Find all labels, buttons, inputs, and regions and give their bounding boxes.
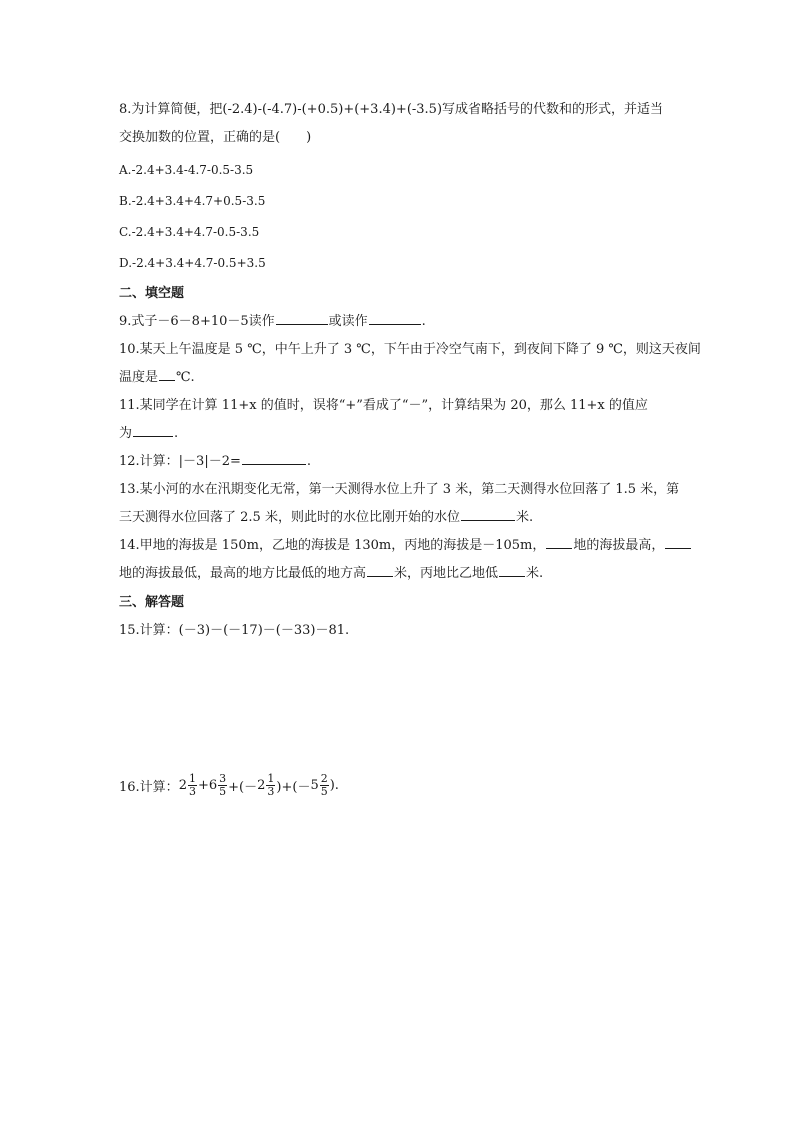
question-14-line-2 [119, 560, 699, 588]
question-8-option-c: C.-2.4+3.4+4.7-0.5-3.5 [119, 225, 260, 239]
answer-blank [159, 366, 175, 381]
mixed-number-whole: 2 [257, 777, 266, 793]
fraction-denominator: 5 [320, 784, 328, 798]
answer-blank [665, 534, 691, 549]
answer-blank [461, 506, 515, 521]
question-14-text-e: 米. [526, 566, 544, 581]
question-16 [119, 765, 699, 805]
question-10-text-a: 温度是 [119, 370, 159, 385]
answer-blank [133, 422, 173, 437]
section-heading-fill-in: 二、填空题 [119, 286, 185, 301]
answer-blank [369, 310, 421, 325]
mixed-number-whole: 5 [310, 777, 319, 793]
fraction-numerator: 3 [219, 771, 227, 785]
question-8-option-b: B.-2.4+3.4+4.7+0.5-3.5 [119, 194, 266, 208]
fraction-denominator: 3 [267, 784, 275, 798]
fraction-numerator: 1 [267, 771, 275, 785]
question-11-line-2 [119, 420, 699, 448]
answer-blank [546, 534, 572, 549]
fraction-denominator: 5 [219, 784, 227, 798]
question-10-line-2 [119, 364, 699, 392]
question-11-line-1: 11.某同学在计算 11+x 的值时，误将“+”看成了“－”，计算结果为 20，那么 11+x 的值应 [119, 398, 648, 413]
question-13-text-b: 米. [515, 510, 534, 525]
worksheet-page [119, 96, 699, 805]
question-15: 15.计算：(－3)－(－17)－(－33)－81. [119, 623, 350, 638]
question-14-text-a: 14.甲地的海拔是 150m，乙地的海拔是 130m，丙地的海拔是－105m， [119, 538, 546, 553]
question-13-line-1: 13.某小河的水在汛期变化无常，第一天测得水位上升了 3 米，第二天测得水位回落了 1.5 米，第 [119, 482, 680, 497]
section-heading-solve: 三、解答题 [119, 595, 185, 610]
operator: )+(－ [276, 779, 311, 795]
question-13-text-a: 三天测得水位回落了 2.5 米，则此时的水位比刚开始的水位 [119, 510, 460, 525]
mixed-number-whole: 6 [208, 777, 218, 793]
question-12-text-a: 12.计算：|－3|－2= [119, 454, 241, 469]
fraction-numerator: 1 [188, 771, 196, 785]
operator: + [197, 777, 209, 793]
question-11-text-b: . [174, 426, 179, 441]
question-8-line-2: 交换加数的位置，正确的是( ) [119, 130, 312, 145]
question-8-line-1: 8.为计算简便，把(-2.4)-(-4.7)-(+0.5)+(+3.4)+(-3.5)写成省略括号的代数和的形式，并适当 [119, 102, 664, 117]
question-11-text-a: 为 [119, 426, 133, 441]
answer-space [119, 645, 699, 765]
question-14-text-d: 米，丙地比乙地低 [394, 566, 499, 581]
fraction-numerator: 2 [320, 771, 328, 785]
question-8-option-d: D.-2.4+3.4+4.7-0.5+3.5 [119, 256, 266, 270]
fraction-denominator: 3 [188, 784, 196, 798]
question-13-line-2 [119, 504, 699, 532]
answer-blank [242, 450, 306, 465]
question-9-text-a: 9.式子－6－8+10－5读作 [119, 314, 275, 329]
question-9 [119, 308, 699, 336]
answer-blank [367, 562, 393, 577]
fraction [320, 773, 329, 798]
question-9-text-b: 或读作 [328, 314, 368, 329]
question-16-prefix: 16.计算： [119, 779, 179, 795]
fraction [266, 773, 275, 798]
question-12-text-b: . [306, 454, 312, 469]
question-14-line-1 [119, 532, 699, 560]
question-12 [119, 448, 699, 476]
operator: +(－ [228, 779, 258, 795]
answer-blank [276, 310, 328, 325]
question-14-text-b: 地的海拔最高， [573, 538, 665, 553]
question-16-suffix: ). [329, 777, 339, 793]
question-10-text-b: ℃. [176, 370, 195, 385]
question-10-line-1: 10.某天上午温度是 5 ℃，中午上升了 3 ℃，下午由于冷空气南下，到夜间下降了 9 ℃，则这天夜间 [119, 342, 701, 357]
fraction [188, 773, 197, 798]
question-9-text-c: . [421, 314, 426, 329]
answer-blank [499, 562, 525, 577]
question-14-text-c: 地的海拔最低，最高的地方比最低的地方高 [119, 566, 367, 581]
fraction [218, 773, 227, 798]
question-8-option-a: A.-2.4+3.4-4.7-0.5-3.5 [119, 163, 254, 177]
mixed-number-whole: 2 [178, 777, 187, 793]
